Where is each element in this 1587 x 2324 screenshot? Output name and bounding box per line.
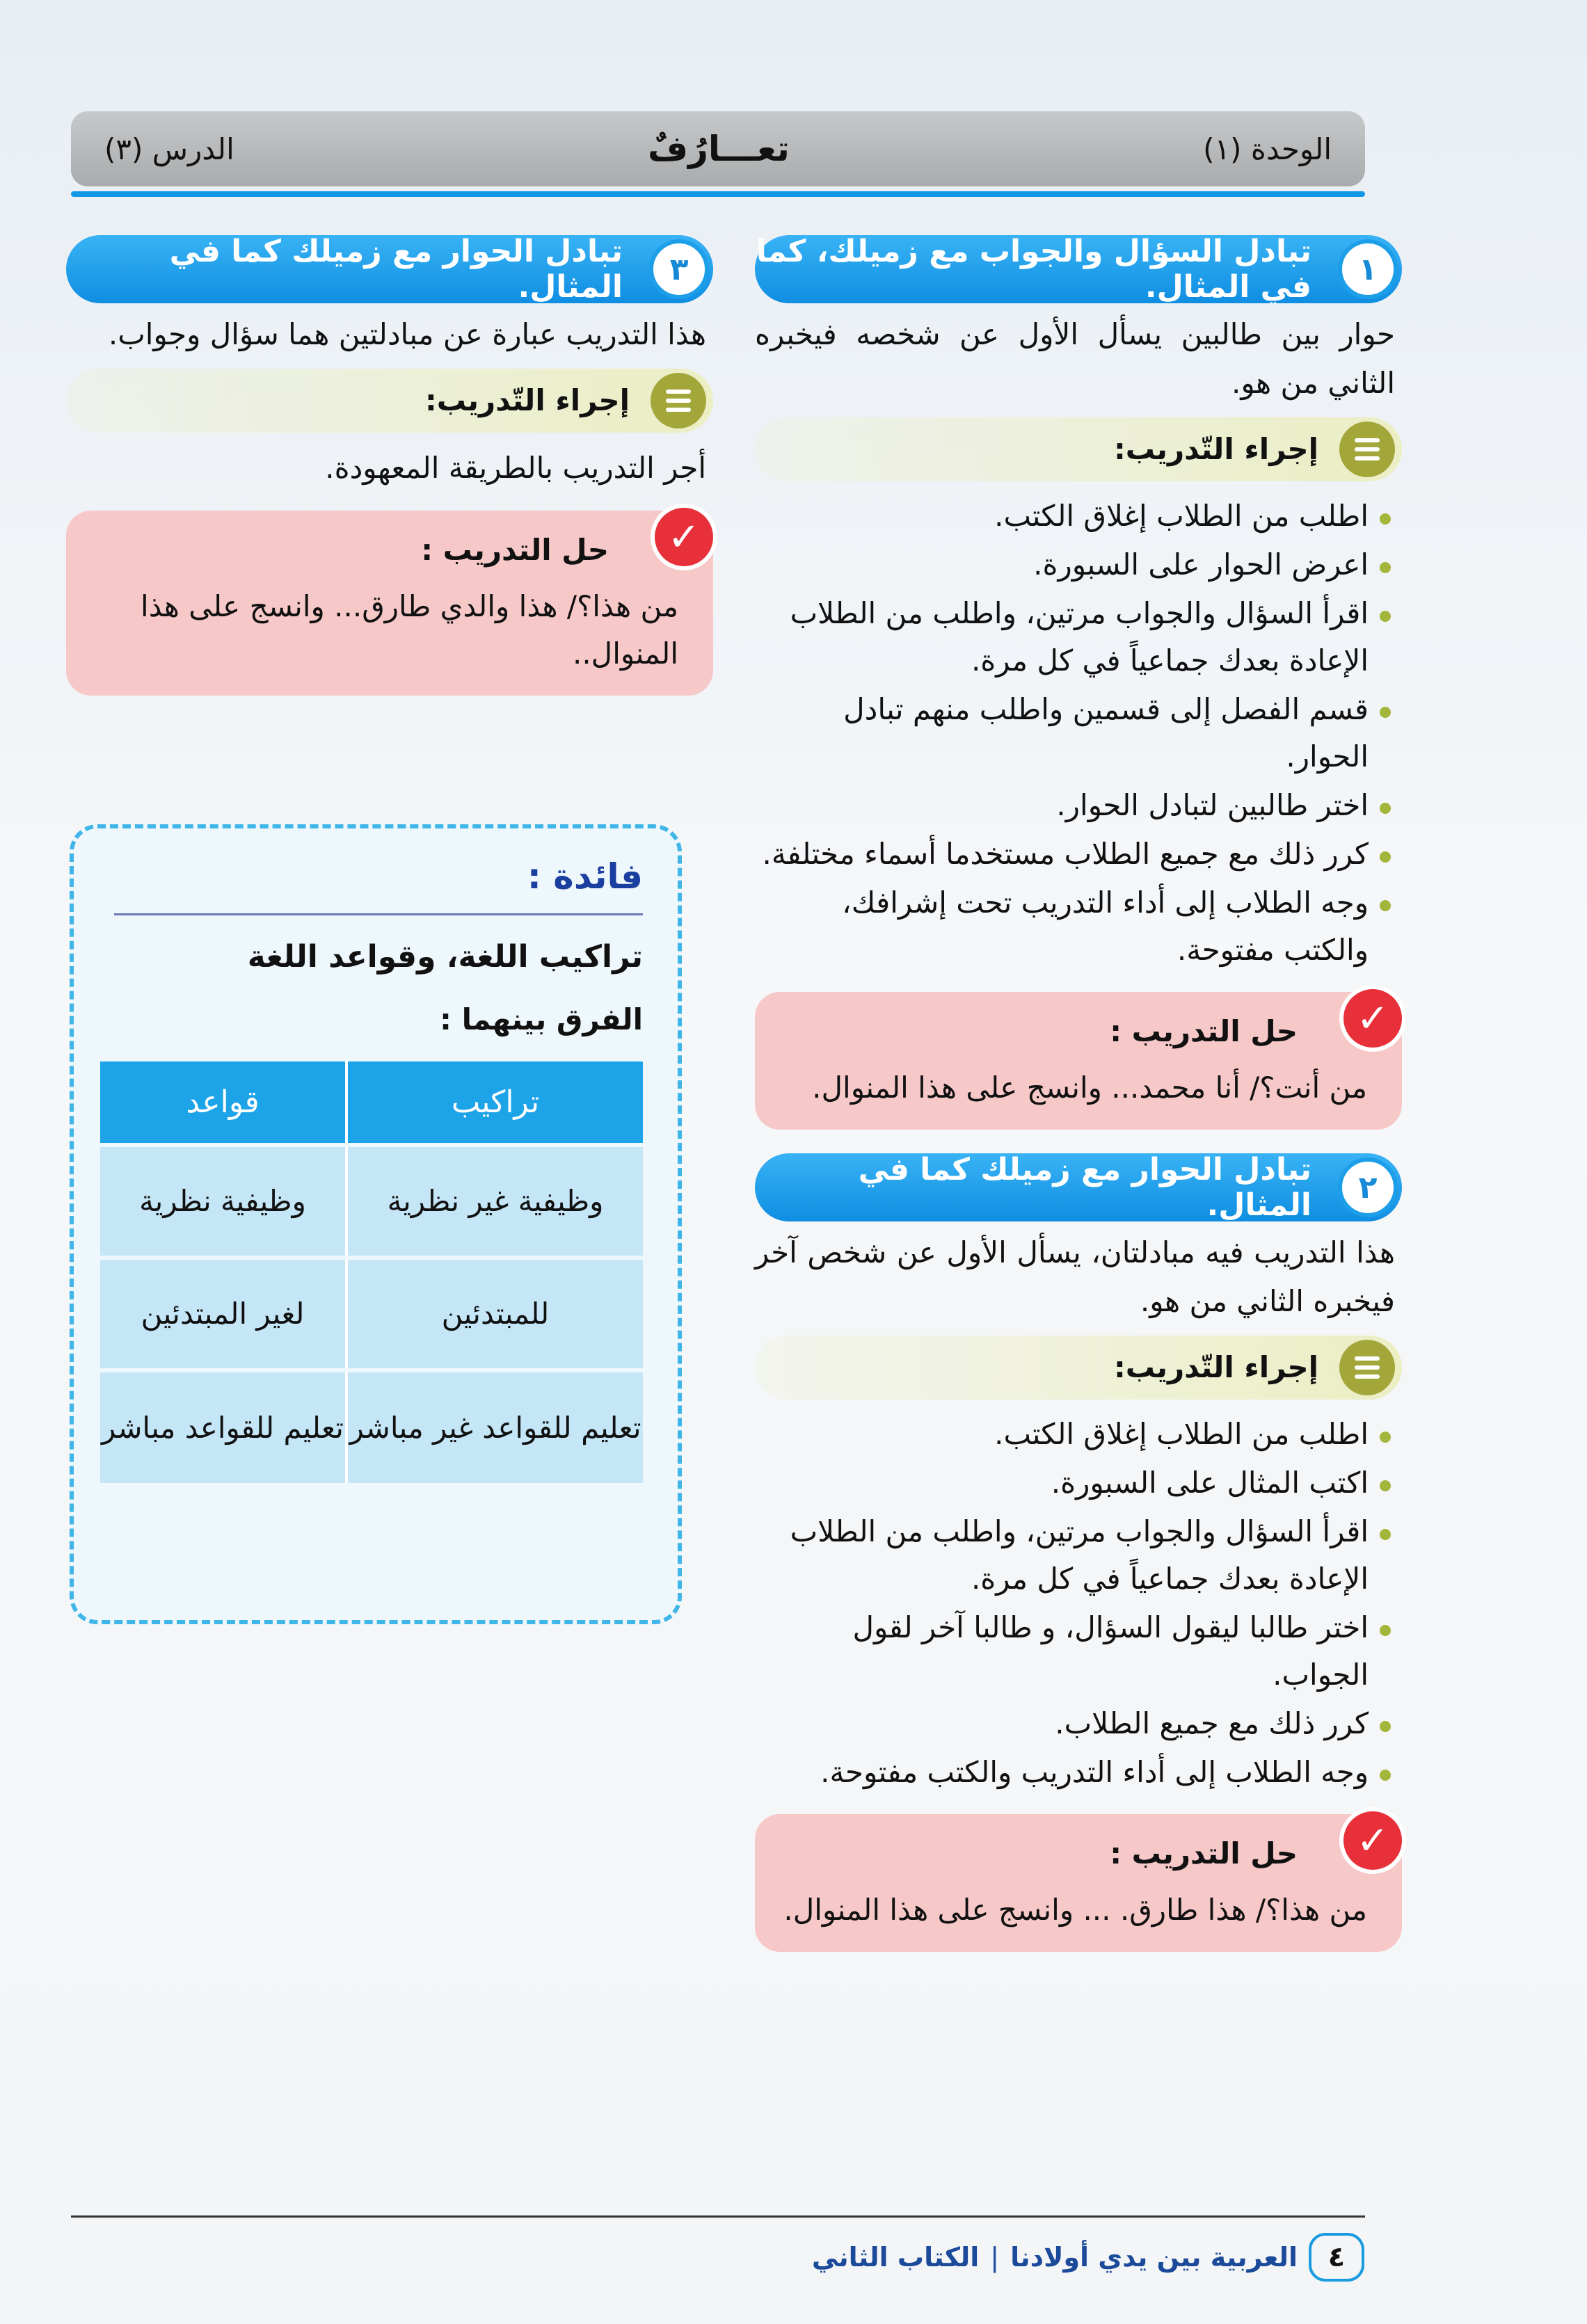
list-item: وجه الطلاب إلى أداء التدريب والكتب مفتوحة. (755, 1749, 1395, 1796)
tip-divider (114, 913, 643, 915)
exercise-3-heading (66, 235, 713, 303)
list-icon (1339, 1340, 1395, 1395)
solution-title: حل التدريب : (1110, 1836, 1298, 1870)
solution-text: من هذا؟/ هذا طارق. ... وانسج على هذا المنوال. (783, 1893, 1367, 1927)
exercise-1-steps (755, 492, 1402, 974)
tip-box (70, 824, 682, 1624)
footer-separator: | (990, 2242, 1000, 2273)
difference-label: الفرق بينهما : (440, 1002, 643, 1036)
right-column (755, 235, 1402, 1976)
list-icon (651, 373, 706, 428)
list-icon (1339, 422, 1395, 477)
exercise-3-intro: هذا التدريب عبارة عن مبادلتين هما سؤال وجواب. (108, 317, 706, 351)
exercise-2-title: تبادل الحوار مع زميلك كما في المثال. (755, 1153, 1402, 1221)
list-item: كرر ذلك مع جميع الطلاب مستخدما أسماء مختلفة. (755, 831, 1395, 878)
unit-label: الوحدة (١) (1203, 131, 1332, 166)
table-row (100, 1145, 643, 1258)
list-item: اطلب من الطلاب إغلاق الكتب. (755, 492, 1395, 540)
lesson-title: تعـــارُفٌ (648, 129, 790, 169)
exercise-2-procedure-heading (755, 1336, 1402, 1400)
checkmark-icon: ✓ (1339, 985, 1406, 1052)
table-cell: تعليم للقواعد مباشر (100, 1370, 346, 1483)
header-divider (71, 191, 1365, 197)
tip-title: فائدة : (527, 856, 643, 897)
table-cell: تعليم للقواعد غير مباشر (346, 1370, 643, 1483)
unit-header-bar (71, 111, 1365, 186)
list-item: وجه الطلاب إلى أداء التدريب تحت إشرافك، والكتب مفتوحة. (755, 879, 1395, 974)
exercise-1-number: ١ (1338, 239, 1398, 299)
table-cell: وظيفية غير نظرية (346, 1145, 643, 1258)
procedure-label: إجراء التّدريب: (1113, 1350, 1318, 1384)
list-item: اختر طالبا ليقول السؤال، و طالبا آخر لقول الجواب. (755, 1604, 1395, 1699)
exercise-1-intro: حوار بين طالبين يسأل الأول عن شخصه فيخبره الثاني من هو. (755, 317, 1395, 400)
table-header-row (100, 1061, 643, 1145)
book-volume: الكتاب الثاني (811, 2242, 980, 2273)
list-item: اقرأ السؤال والجواب مرتين، واطلب من الطلاب الإعادة بعدك جماعياً في كل مرة. (755, 590, 1395, 684)
solution-title: حل التدريب : (1110, 1014, 1298, 1048)
solution-text: من هذا؟/ هذا والدي طارق... وانسج على هذا المنوال.. (141, 589, 678, 671)
list-item: قسم الفصل إلى قسمين واطلب منهم تبادل الحوار. (755, 686, 1395, 780)
tip-subtitle: تراكيب اللغة، وقواعد اللغة (247, 939, 643, 975)
table-cell: للمبتدئين (346, 1258, 643, 1370)
exercise-3-procedure-text: أجر التدريب بالطريقة المعهودة. (325, 451, 706, 485)
exercise-3-solution (66, 511, 713, 696)
column-header: تراكيب (346, 1061, 643, 1145)
list-item: اختر طالبين لتبادل الحوار. (755, 782, 1395, 829)
exercise-2-heading (755, 1153, 1402, 1221)
solution-text: من أنت؟/ أنا محمد... وانسج على هذا المنوال. (812, 1071, 1367, 1105)
table-row (100, 1258, 643, 1370)
exercise-3-number: ٣ (649, 239, 709, 299)
list-item: اقرأ السؤال والجواب مرتين، واطلب من الطلاب الإعادة بعدك جماعياً في كل مرة. (755, 1508, 1395, 1603)
column-header: قواعد (100, 1061, 346, 1145)
checkmark-icon: ✓ (651, 504, 717, 570)
procedure-label: إجراء التّدريب: (424, 383, 630, 417)
list-item: اطلب من الطلاب إغلاق الكتب. (755, 1411, 1395, 1458)
exercise-1-solution (755, 992, 1402, 1130)
procedure-label: إجراء التّدريب: (1113, 432, 1318, 466)
page-number: ٤ (1309, 2233, 1364, 2282)
exercise-3-title: تبادل الحوار مع زميلك كما في المثال. (66, 235, 713, 303)
exercise-3-procedure-heading (66, 369, 713, 433)
comparison-table (100, 1061, 643, 1483)
exercise-1-title: تبادل السؤال والجواب مع زميلك، كما في المثال. (755, 235, 1402, 303)
exercise-2-intro: هذا التدريب فيه مبادلتان، يسأل الأول عن شخص آخر فيخبره الثاني من هو. (755, 1235, 1395, 1318)
exercise-1-heading (755, 235, 1402, 303)
solution-title: حل التدريب : (421, 533, 609, 567)
exercise-2-steps (755, 1411, 1402, 1796)
exercise-1-procedure-heading (755, 417, 1402, 481)
table-cell: لغير المبتدئين (100, 1258, 346, 1370)
list-item: كرر ذلك مع جميع الطلاب. (755, 1700, 1395, 1747)
checkmark-icon: ✓ (1339, 1807, 1406, 1874)
lesson-label: الدرس (٣) (104, 131, 234, 166)
list-item: اكتب المثال على السبورة. (755, 1459, 1395, 1507)
footer-divider (71, 2215, 1365, 2218)
page-footer (812, 2229, 1364, 2285)
exercise-2-number: ٢ (1338, 1157, 1398, 1217)
table-cell: وظيفية نظرية (100, 1145, 346, 1258)
table-row (100, 1370, 643, 1483)
left-column (66, 235, 713, 719)
exercise-2-solution (755, 1814, 1402, 1952)
list-item: اعرض الحوار على السبورة. (755, 541, 1395, 588)
book-title: العربية بين يدي أولادنا (1010, 2242, 1298, 2273)
